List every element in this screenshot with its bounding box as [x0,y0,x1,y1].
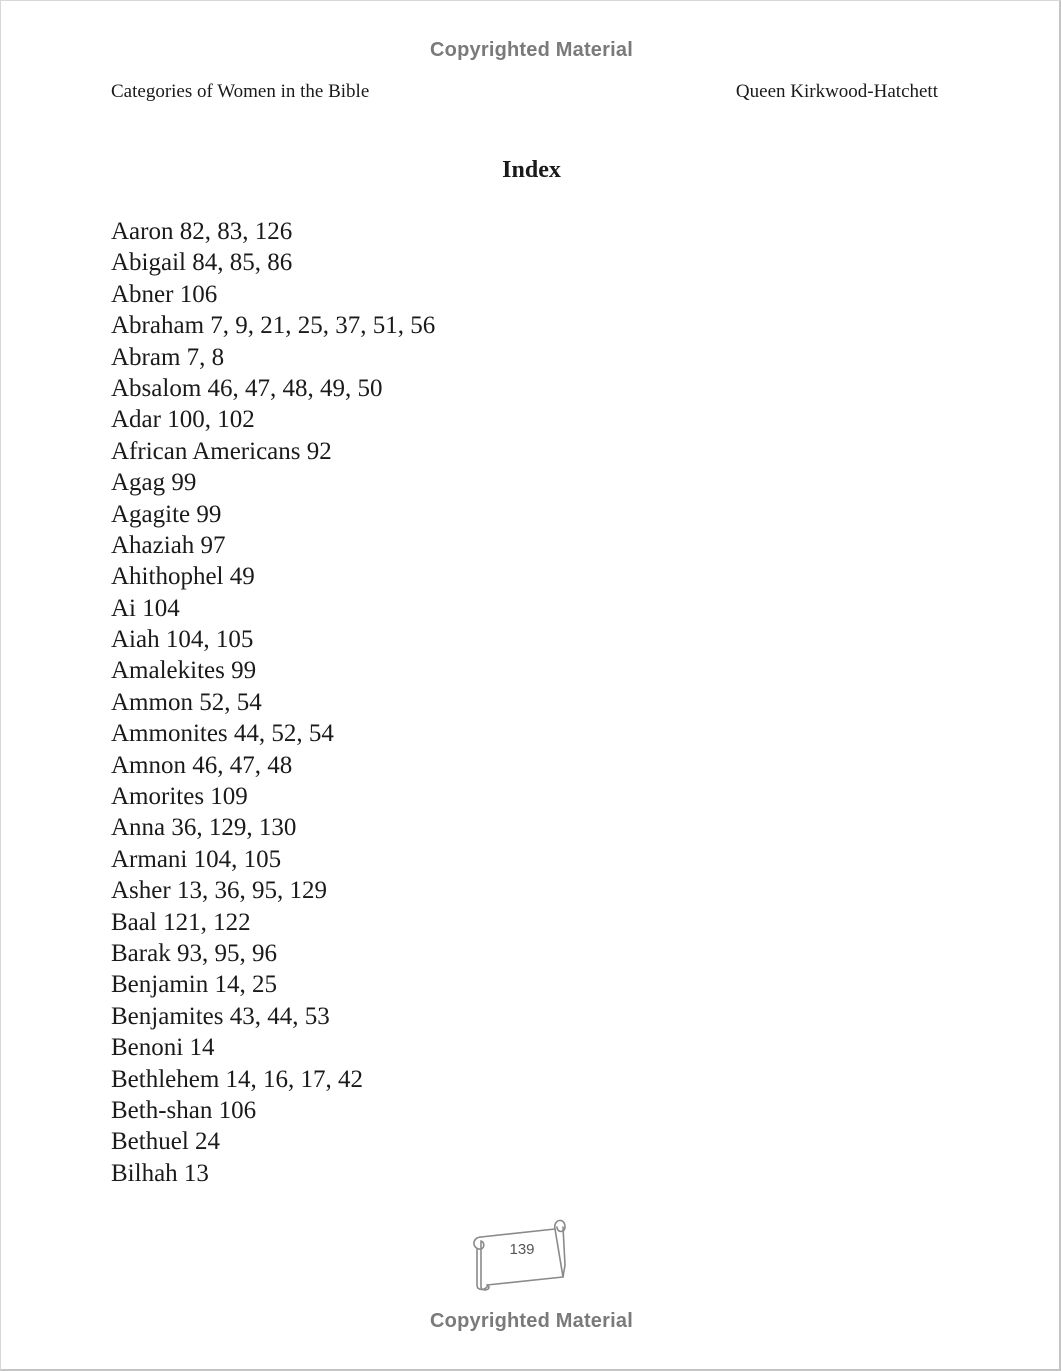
index-entry: Abraham 7, 9, 21, 25, 37, 51, 56 [111,312,436,340]
index-entry: Ai 104 [111,594,180,622]
index-entry: Benjamin 14, 25 [111,971,277,999]
index-entry: Armani 104, 105 [111,845,282,873]
index-entry: Baal 121, 122 [111,908,251,936]
index-entry: Ahaziah 97 [111,531,226,559]
index-entry: Asher 13, 36, 95, 129 [111,877,327,905]
index-entry: Barak 93, 95, 96 [111,939,277,967]
index-entry: Aaron 82, 83, 126 [111,218,293,245]
index-entry: Bethlehem 14, 16, 17, 42 [111,1065,364,1093]
index-entry: Ammonites 44, 52, 54 [111,720,334,748]
index-heading: Index [502,157,561,183]
index-entry: Benoni 14 [111,1034,215,1062]
index-entry: Ammon 52, 54 [111,688,262,716]
copyright-watermark-bottom: Copyrighted Material [430,1310,633,1332]
index-entry: Bethuel 24 [111,1128,221,1156]
index-entry: Amnon 46, 47, 48 [111,751,293,779]
index-entry: Adar 100, 102 [111,406,255,434]
index-entry: Anna 36, 129, 130 [111,814,297,842]
index-entry: Aiah 104, 105 [111,626,254,654]
running-head-title: Categories of Women in the Bible [111,81,370,102]
page-number: 139 [509,1241,535,1258]
index-entry: Benjamites 43, 44, 53 [111,1002,330,1030]
index-entry: Agag 99 [111,469,197,497]
running-head-author: Queen Kirkwood-Hatchett [735,81,938,102]
index-entry: Ahithophel 49 [111,563,255,591]
index-list [111,216,435,1189]
index-entry: Beth-shan 106 [111,1096,257,1124]
index-entry: Amalekites 99 [111,657,257,685]
copyright-watermark-top: Copyrighted Material [430,39,633,61]
index-entry: African Americans 92 [111,437,332,465]
index-entry: Absalom 46, 47, 48, 49, 50 [111,374,383,402]
index-entry: Abigail 84, 85, 86 [111,249,293,277]
index-entry: Agagite 99 [111,500,222,528]
index-entry: Amorites 109 [111,783,248,811]
index-entry: Bilhah 13 [111,1159,209,1187]
index-entry: Abram 7, 8 [111,343,225,371]
index-entry: Abner 106 [111,280,218,308]
